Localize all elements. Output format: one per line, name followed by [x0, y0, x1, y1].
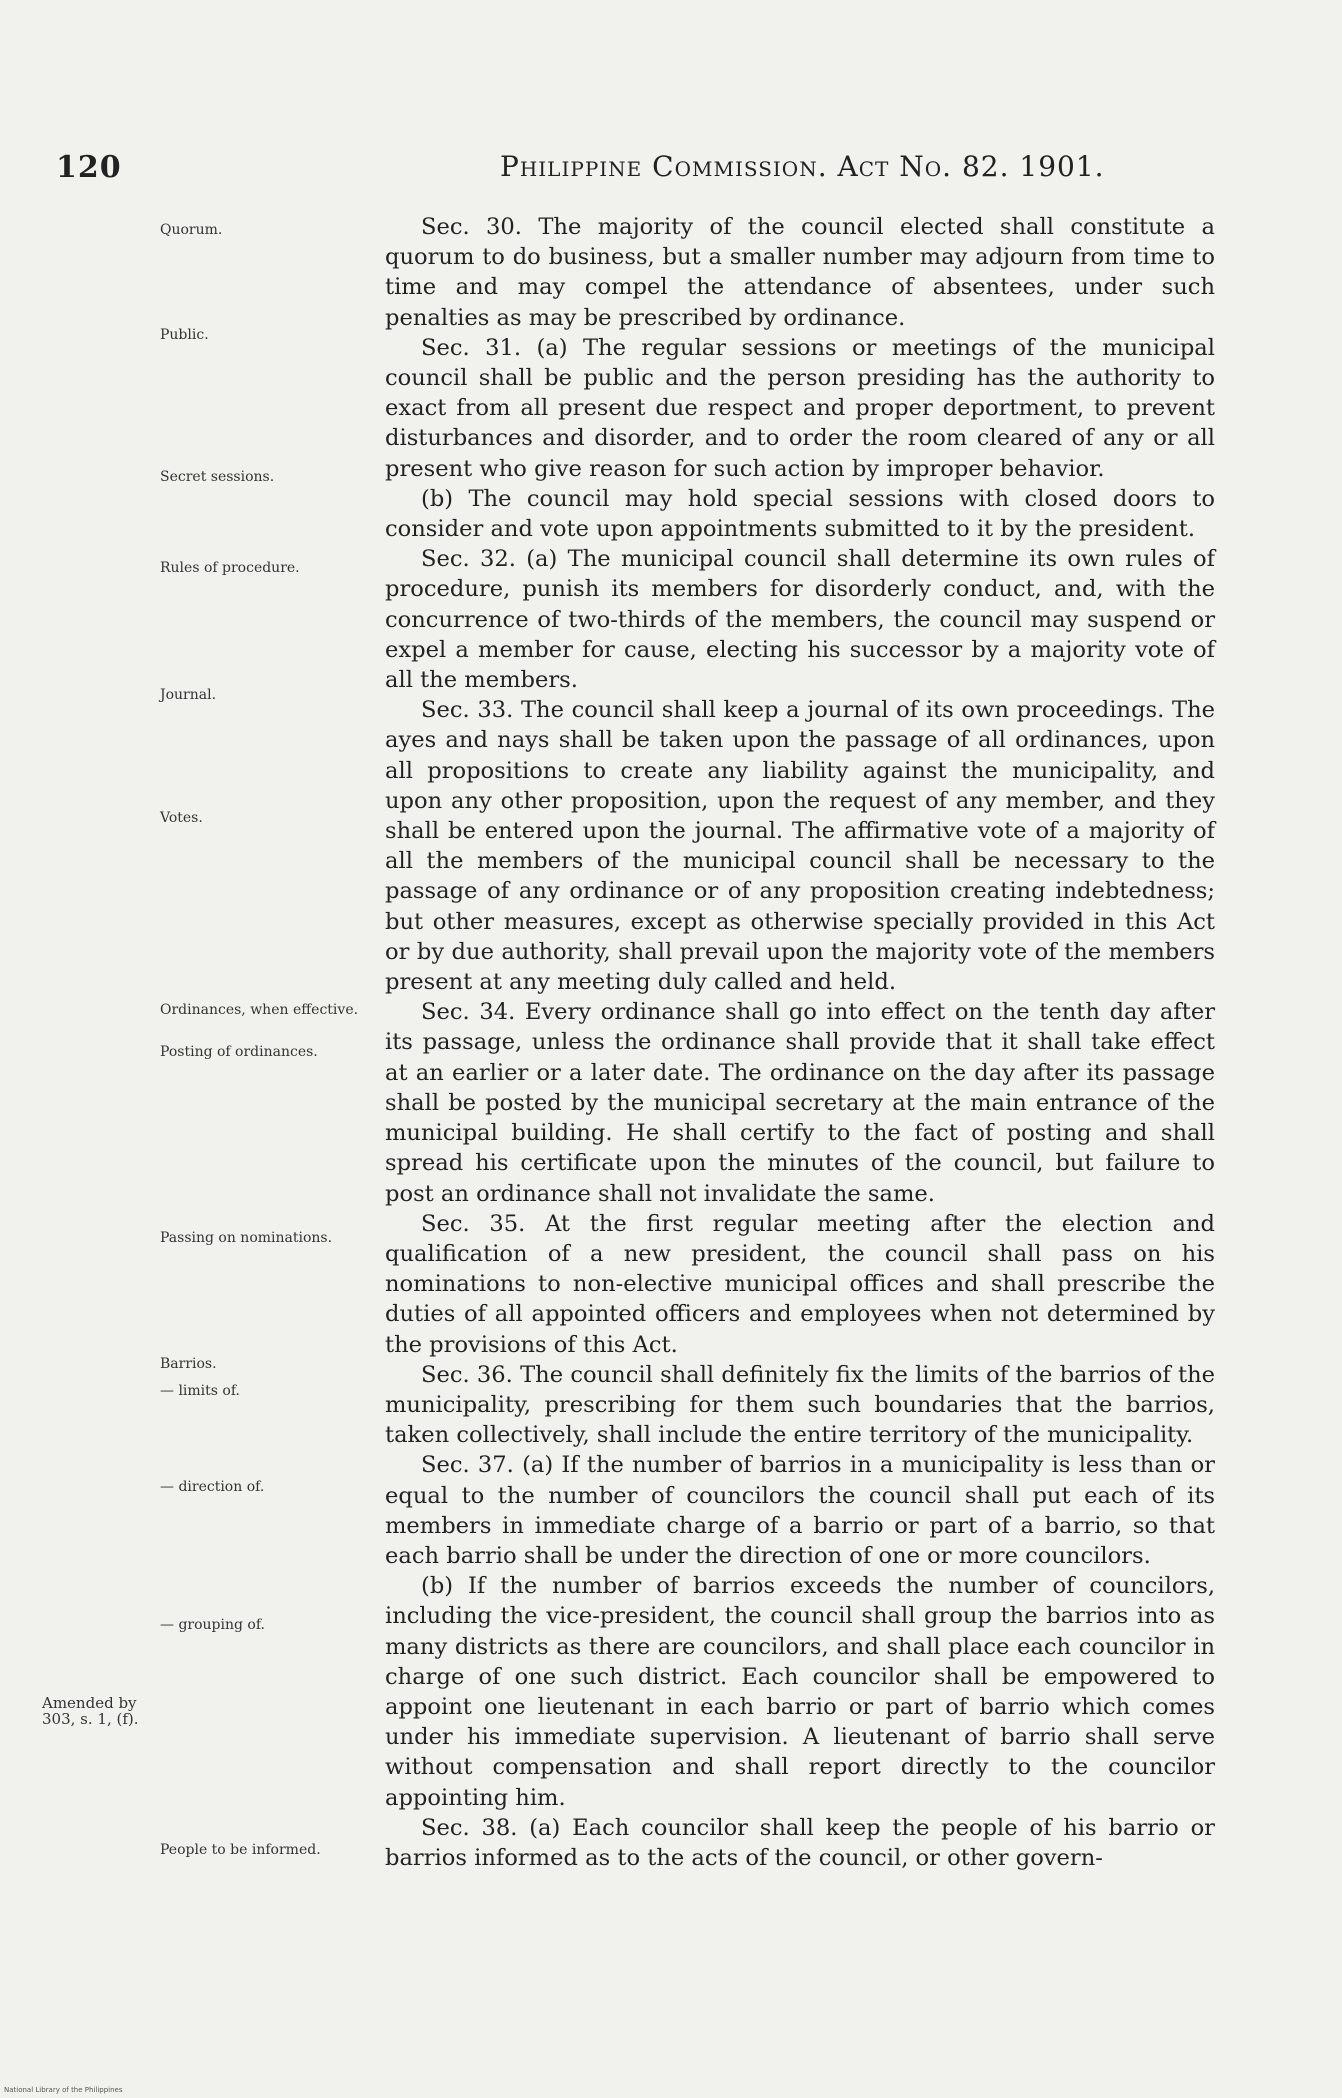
- marginal-note-passing-on-nominations: Passing on nominations.: [160, 1230, 333, 1246]
- marginal-note-posting-of-ordinances: Posting of ordinances.: [160, 1044, 318, 1060]
- section-31b-paragraph: (b) The council may hold special sessions with closed doors to consider and vote upon appointments submitted to it by the president.: [385, 485, 1215, 543]
- marginal-note-votes: Votes.: [160, 810, 203, 826]
- marginal-note-people-informed: People to be informed.: [160, 1842, 321, 1858]
- section-38-paragraph: Sec. 38. (a) Each councilor shall keep the people of his barrio or barrios informed as to the acts of the council, or other govern-: [385, 1814, 1215, 1871]
- section-32-paragraph: Sec. 32. (a) The municipal council shall determine its own rules of procedure, punish its members for disorderly conduct, and, with the concurrence of two-thirds of the members, the council may suspend or expel a member for cause, electing his successor by a majority vote of all the members.: [385, 546, 1215, 694]
- section-37b-paragraph: (b) If the number of barrios exceeds the number of councilors, including the vice-president, the council shall group the barrios into as many districts as there are councilors, and shall place each councilor in charge of one such district. Each councilor shall be empowered to appoint one lieutenant in each barrio or part of barrio which comes under his immediate supervision. A lieutenant of barrio shall serve without compensation and shall report directly to the councilor appointing him.: [385, 1573, 1215, 1811]
- section-36-paragraph: Sec. 36. The council shall definitely fix the limits of the barrios of the municipality, prescribing for them such boundaries that the barrios, taken collectively, shall include the entire territory of the municipality.: [385, 1361, 1215, 1449]
- marginal-note-limits-of: — limits of.: [160, 1383, 240, 1399]
- section-35-paragraph: Sec. 35. At the first regular meeting after the election and qualification of a new president, the council shall pass on his nominations to non-elective municipal offices and shall prescribe the duties of all appointed officers and employees when not determined by the provisions of this Act.: [385, 1210, 1215, 1358]
- marginal-note-secret-sessions: Secret sessions.: [160, 469, 275, 485]
- marginal-note-amended: Amended by 303, s. 1, (f).: [42, 1694, 139, 1728]
- section-33-paragraph: Sec. 33. The council shall keep a journal of its own proceedings. The ayes and nays shall be taken upon the passage of all ordinances, upon all propositions to create any liability against the municipality, and upon any other proposition, upon the request of any member, and they shall be entered upon the journal. The affirmative vote of a majority of all the members of the municipal council shall be necessary to the passage of any ordinance or of any proposition creating indebtedness; but other measures, except as otherwise specially provided in this Act or by due authority, shall prevail upon the majority vote of the members present at any meeting duly called and held.: [385, 697, 1215, 996]
- marginal-note-rules-of-procedure: Rules of procedure.: [160, 560, 300, 576]
- marginal-note-quorum: Quorum.: [160, 222, 223, 238]
- marginal-note-ordinances-effective: Ordinances, when effective.: [160, 1002, 359, 1018]
- section-30-paragraph: Sec. 30. The majority of the council elected shall constitute a quorum to do business, but a smaller number may adjourn from time to time and may compel the attendance of absentees, under such penalties as may be prescribed by ordinance.: [385, 214, 1215, 331]
- body-text: [385, 212, 1215, 1873]
- marginal-note-journal: Journal.: [160, 687, 217, 703]
- page-number: 120: [56, 150, 122, 185]
- running-head: Philippine Commission. Act No. 82. 1901.: [500, 150, 1105, 183]
- section-37a-paragraph: Sec. 37. (a) If the number of barrios in a municipality is less than or equal to the number of councilors the council shall put each of its members in immediate charge of a barrio or part of a barrio, so that each barrio shall be under the direction of one or more councilors.: [385, 1452, 1215, 1569]
- marginal-note-public: Public.: [160, 327, 209, 343]
- section-34-paragraph: Sec. 34. Every ordinance shall go into effect on the tenth day after its passage, unless the ordinance shall provide that it shall take effect at an earlier or a later date. The ordinance on the day after its passage shall be posted by the municipal secretary at the main entrance of the municipal building. He shall certify to the fact of posting and shall spread his certificate upon the minutes of the council, but failure to post an ordinance shall not invalidate the same.: [385, 999, 1215, 1207]
- marginal-note-direction-of: — direction of.: [160, 1479, 265, 1495]
- section-31a-paragraph: Sec. 31. (a) The regular sessions or meetings of the municipal council shall be public and the person presiding has the authority to exact from all present due respect and proper deportment, to prevent disturbances and disorder, and to order the room cleared of any or all present who give reason for such action by improper behavior.: [385, 334, 1215, 482]
- marginal-note-grouping-of: — grouping of.: [160, 1617, 265, 1633]
- scan-footer: National Library of the Philippines: [4, 2086, 123, 2094]
- marginal-note-barrios: Barrios.: [160, 1356, 217, 1372]
